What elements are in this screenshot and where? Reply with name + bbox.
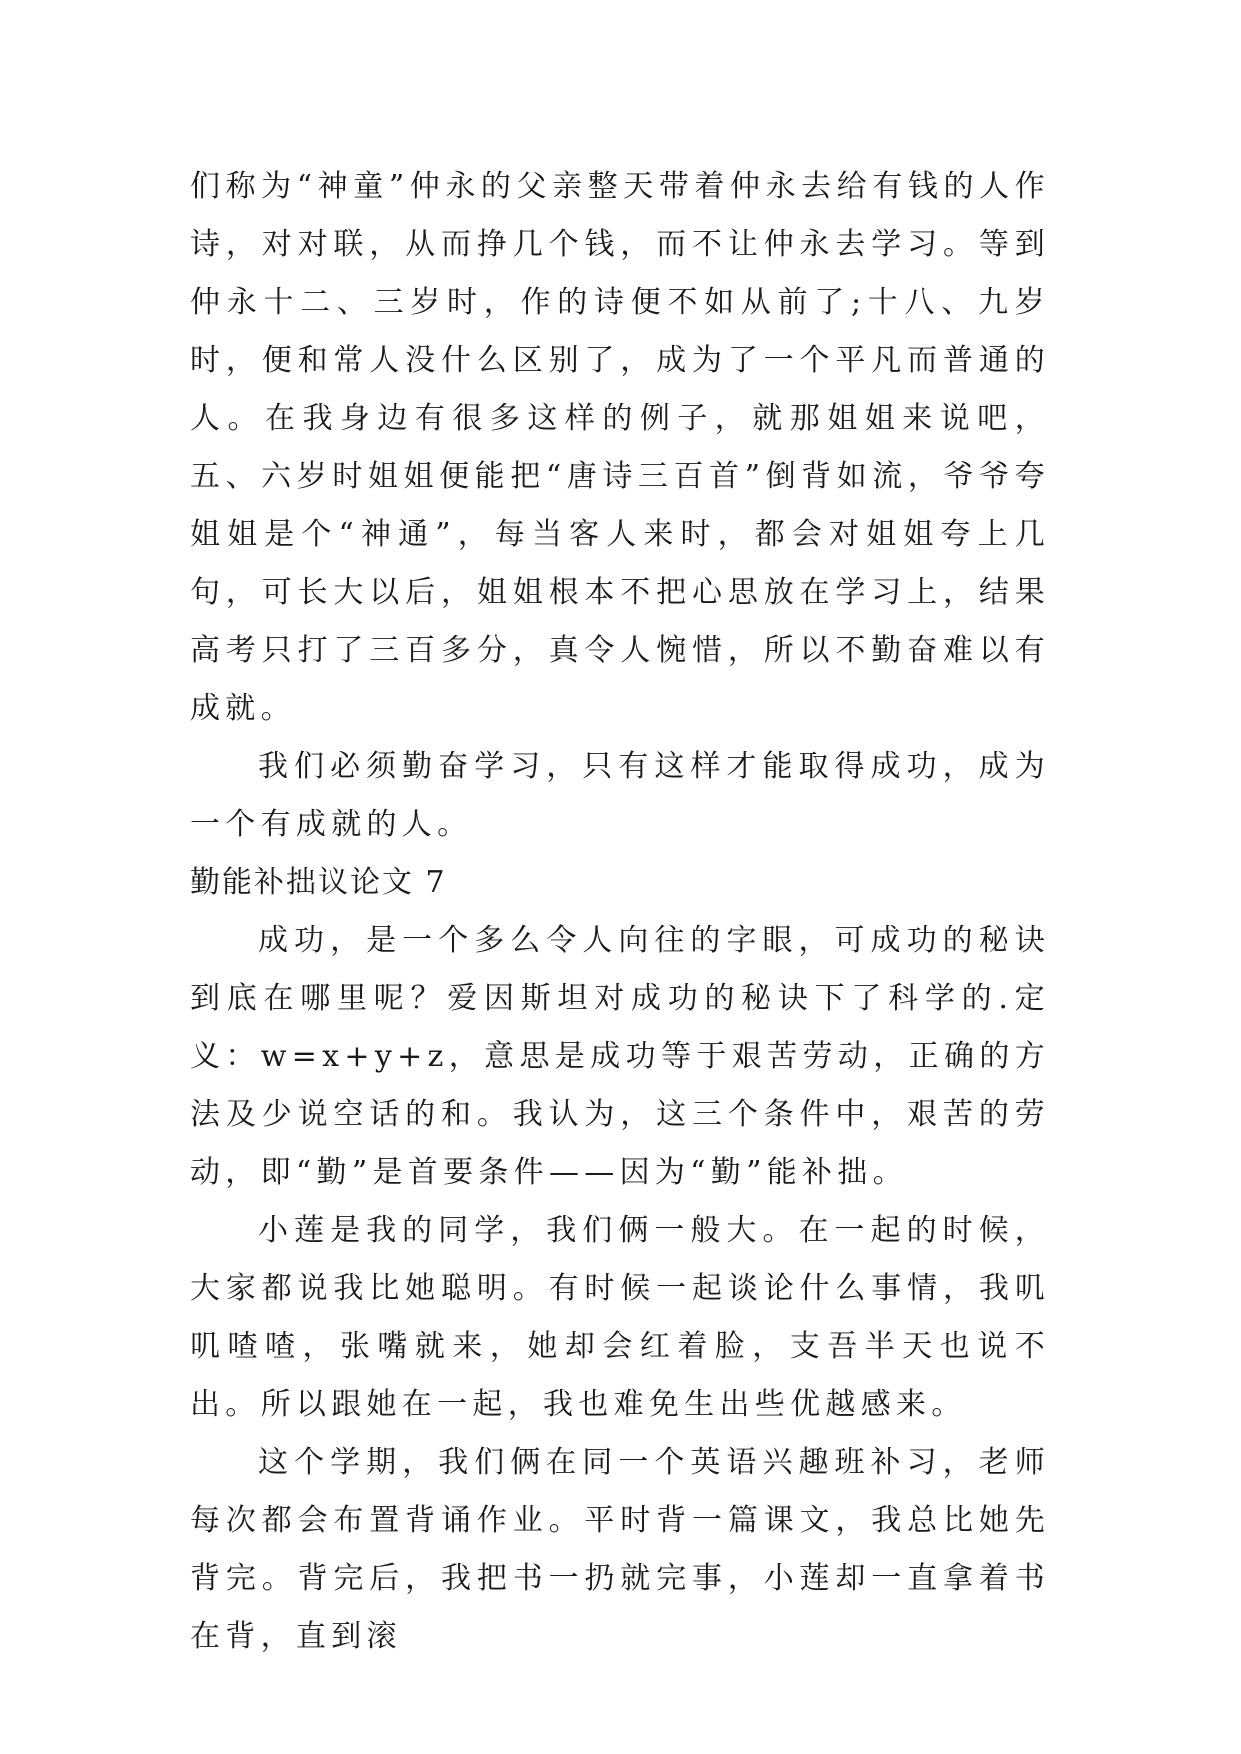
paragraph: 成功，是一个多么令人向往的字眼，可成功的秘诀到底在哪里呢？爱因斯坦对成功的秘诀下了科学的.定义：w=x+y+z，意思是成功等于艰苦劳动，正确的方法及少说空话的和。我认为，这三个条件中，艰苦的劳动，即“勤”是首要条件——因为“勤”能补拙。 [190,923,1050,1190]
paragraph: 们称为“神童”仲永的父亲整天带着仲永去给有钱的人作诗，对对联，从而挣几个钱，而不让仲永去学习。等到仲永十二、三岁时，作的诗便不如从前了;十八、九岁时，便和常人没什么区别了，成为了一个平凡而普通的人。在我身边有很多这样的例子，就那姐姐来说吧，五、六岁时姐姐便能把“唐诗三百首”倒背如流，爷爷夸姐姐是个“神通”，每当客人来时，都会对姐姐夸上几句，可长大以后，姐姐根本不把心思放在学习上，结果高考只打了三百多分，真令人惋惜，所以不勤奋难以有成就。 [190,169,1050,726]
document-body [190,158,1050,1666]
paragraph: 小莲是我的同学，我们俩一般大。在一起的时候，大家都说我比她聪明。有时候一起谈论什么事情，我叽叽喳喳，张嘴就来，她却会红着脸，支吾半天也说不出。所以跟她在一起，我也难免生出些优越感来。 [190,1213,1050,1422]
paragraph: 我们必须勤奋学习，只有这样才能取得成功，成为一个有成就的人。 [190,749,1050,842]
paragraph: 这个学期，我们俩在同一个英语兴趣班补习，老师每次都会布置背诵作业。平时背一篇课文，我总比她先背完。背完后，我把书一扔就完事，小莲却一直拿着书在背，直到滚 [190,1445,1050,1654]
section-heading: 勤能补拙议论文 7 [190,865,447,900]
